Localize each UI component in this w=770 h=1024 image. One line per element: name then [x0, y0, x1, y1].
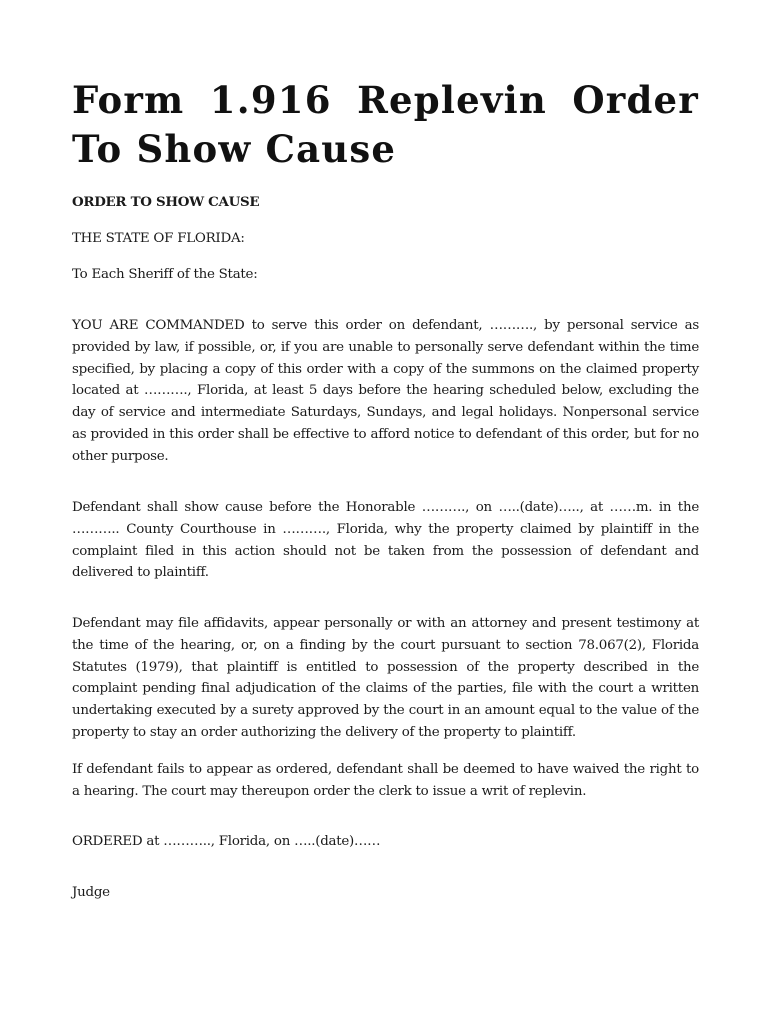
order-heading: ORDER TO SHOW CAUSE: [72, 194, 260, 210]
state-line: THE STATE OF FLORIDA:: [72, 231, 245, 246]
ordered-line: ORDERED at ……….., Florida, on …..(date)……: [72, 834, 381, 849]
paragraph-commanded: YOU ARE COMMANDED to serve this order on defendant, ………., by personal service as provided by law, if possible, or, if you are unable to personally serve defendant within the time specified, by placing a copy of this order with a copy of the summons on the claimed property located at ………., Florida, at least 5 days before the hearing scheduled below, excluding the day of service and intermediate Saturdays, Sundays, and legal holidays. Nonpersonal service as provided in this order shall be effective to afford notice to defendant of this order, but for no other purpose.: [72, 318, 699, 464]
paragraph-affidavits: Defendant may file affidavits, appear personally or with an attorney and present testimony at the time of the hearing, or, on a finding by the court pursuant to section 78.067(2), Florida Statutes (1979), that plaintiff is entitled to possession of the property described in the complaint pending final adjudication of the claims of the parties, file with the court a written undertaking executed by a surety approved by the court in an amount equal to the value of the property to stay an order authorizing the delivery of the property to plaintiff.: [72, 616, 699, 740]
paragraph-show-cause: Defendant shall show cause before the Honorable ………., on …..(date)….., at ……m. in the ……….. County Courthouse in ………., Florida, why the property claimed by plaintiff in the complaint filed in this action should not be taken from the possession of defendant and delivered to plaintiff.: [72, 500, 699, 581]
paragraph-failure: If defendant fails to appear as ordered, defendant shall be deemed to have waived the right to a hearing. The court may thereupon order the clerk to issue a writ of replevin.: [72, 762, 699, 799]
judge-signature-label: Judge: [72, 885, 110, 900]
document-title: Form 1.916 Replevin Order To Show Cause: [72, 78, 699, 171]
address-line: To Each Sheriff of the State:: [72, 267, 258, 282]
